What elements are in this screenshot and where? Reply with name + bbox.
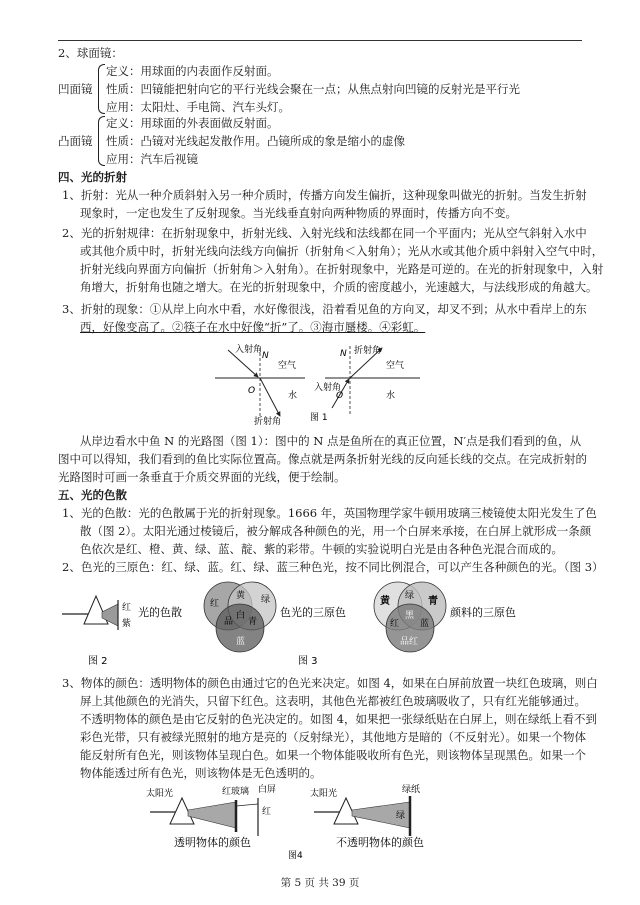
fig1-right-refraction-label: 折射角 — [354, 346, 382, 356]
refraction-law-line2: 或其他介质中时，折射光线向法线方向偏折（折射角＜入射角）；光从水或其他介质中斜射入空气中时， — [80, 244, 604, 258]
fish-path-line2: 图中可以得知，我们看到的鱼比实际位置高。像点就是两条折射光线的反向延长线的交点。在完成折射的 — [58, 452, 587, 466]
fig3-light-white-label: 白 — [236, 611, 246, 621]
refraction-law-line4: 角增大，折射角也随之增大。在光的折射现象中，介质的密度越小，光速越大，与法线形成的角越大。 — [80, 280, 598, 294]
dispersion-line1: 1、光的色散：光的色散属于光的折射现象。1666 年，英国物理学家牛顿用玻璃三棱镜使太阳光发生了色 — [62, 506, 597, 520]
fig4-opaque — [310, 784, 424, 849]
fig4-green-label: 绿 — [396, 811, 406, 821]
object-color-line1: 3、物体的颜色：透明物体的颜色由通过它的色光来决定。如图 4，如果在白屏前放置一块红色玻璃，则白 — [62, 676, 598, 690]
fig4-red-label: 红 — [262, 807, 272, 817]
fig1-right-o-label: O — [336, 391, 344, 401]
object-color-line6: 物体能透过所有色光，则该物体是无色透明的。 — [80, 766, 322, 780]
fig2-red-label: 红 — [122, 603, 132, 613]
fig1-right-incident-label: 入射角 — [314, 383, 342, 393]
fig4-left-caption: 透明物体的颜色 — [174, 836, 251, 849]
fig3-light-primaries — [204, 582, 346, 652]
fig3-pigment-yellow-label: 黄 — [380, 596, 390, 607]
fig1-left-n-label: N — [262, 351, 269, 361]
fig1-left-incident-label: 入射角 — [235, 345, 263, 355]
fig2-caption: 图 2 — [88, 656, 108, 666]
fig3-pigment-primaries — [374, 582, 516, 652]
fig2-prism-dispersion — [62, 596, 182, 630]
fig4-transparent — [146, 783, 276, 849]
concave-label: 凹面镜 — [58, 82, 93, 96]
fig4-green-paper-label: 绿纸 — [402, 785, 421, 795]
concave-property: 性质：凹镜能把射向它的平行光线会聚在一点；从焦点射向凹镜的反射光是平行光 — [106, 82, 520, 96]
fish-path-line1: 从岸边看水中鱼 N 的光路图（图 1）：图中的 N 点是鱼所在的真正位置，N′点是我们看到的鱼，从 — [80, 434, 582, 448]
fish-path-line3: 光路图时可画一条垂直于介质交界面的光线，便于绘制。 — [58, 470, 346, 484]
fig1-left-refraction-label: 折射角 — [254, 417, 282, 426]
figure-1-refraction-diagram — [210, 338, 430, 426]
fig1-caption: 图 1 — [310, 413, 328, 423]
object-color-line3: 不透明物体的颜色是由它反射的色光决定的。如图 4，如果把一张绿纸贴在白屏上，则在绿纸上看不到 — [80, 712, 597, 726]
refraction-p1-line1: 1、折射：光从一种介质斜射入另一种介质时，传播方向发生偏折，这种现象叫做光的折射。当发生折射 — [62, 188, 587, 202]
fig4-right-sunlight-label: 太阳光 — [310, 789, 338, 799]
fig1-left — [215, 343, 305, 426]
convex-definition: 定义：用球面的外表面做反射面。 — [106, 116, 279, 130]
refraction-law-line1: 2、光的折射规律：在折射现象中，折射光线、入射光线和法线都在同一个平面内；光从空气斜射入水中 — [62, 226, 587, 240]
section-title-refraction: 四、光的折射 — [58, 170, 127, 184]
fig4-caption: 图4 — [288, 851, 303, 861]
fig4-white-screen-label: 白屏 — [258, 785, 277, 795]
object-color-line4: 彩色光带，只有被绿光照射的地方是亮的（反射绿光），其他地方是暗的（不反射光）。如果一个物体 — [80, 730, 586, 744]
fig2-prism — [84, 596, 108, 624]
fig3-light-magenta-label: 品 — [224, 617, 234, 627]
fig3-pigment-blue-label: 蓝 — [420, 619, 430, 629]
fig3-pigment-magenta-label: 品红 — [400, 637, 419, 647]
primary-colors-line: 2、色光的三原色：红、绿、蓝。红、绿、蓝三种色光，按不同比例混合，可以产生各种颜色的光。（图 3） — [62, 560, 604, 574]
fig1-right — [314, 344, 420, 416]
fig3-light-green-label: 绿 — [261, 595, 271, 605]
fig1-left-o-label: O — [248, 386, 256, 396]
mirror-heading: 2、球面镜： — [58, 46, 123, 60]
fig3-light-yellow-label: 黄 — [236, 591, 246, 601]
fig1-left-refracted-ray — [260, 378, 280, 416]
fig4-left-red-beam — [236, 804, 258, 806]
fig4-right-caption: 不透明物体的颜色 — [336, 836, 424, 849]
fig3-pigment-black-label: 黑 — [405, 611, 415, 621]
header-rule — [58, 40, 582, 41]
figure-2-3-color-diagrams — [58, 576, 588, 666]
fig3-light-red-label: 红 — [210, 599, 220, 609]
concave-application: 应用：太阳灶、手电筒、汽车头灯。 — [106, 100, 290, 114]
section-title-dispersion: 五、光的色散 — [58, 488, 127, 502]
fig3-pigment-green-label: 绿 — [405, 591, 415, 601]
fig1-left-air-label: 空气 — [278, 361, 297, 371]
fig2-dispersion-caption: 光的色散 — [138, 606, 182, 619]
fig3-pigment-cyan-label: 青 — [428, 596, 438, 607]
fig1-left-water-label: 水 — [288, 391, 298, 401]
refraction-phenomena-line2: 西，好像变高了。②筷子在水中好像“折”了。③海市蜃楼。④彩虹。 — [80, 320, 426, 334]
page-footer: 第 5 页 共 39 页 — [280, 877, 360, 889]
refraction-law-line3: 折射光线向界面方向偏折（折射角＞入射角）。在折射现象中，光路是可逆的。在光的折射现象中，入射 — [80, 262, 604, 276]
fig4-left-spectrum — [188, 802, 236, 828]
fig3-light-blue-label: 蓝 — [236, 637, 246, 647]
refraction-p1-line2: 现象时，一定也发生了反射现象。当光线垂直射向两种物质的界面时，传播方向不变。 — [80, 206, 517, 220]
refraction-phenomena-line1: 3、折射的现象：①从岸上向水中看，水好像很浅，沿着看见鱼的方向叉，却叉不到；从水中看岸上的东 — [62, 302, 587, 316]
fig3-pigment-caption: 颜料的三原色 — [450, 606, 516, 619]
fig4-left-sunlight-label: 太阳光 — [146, 789, 174, 799]
fig1-right-air-label: 空气 — [386, 361, 405, 371]
fig3-pigment-red-label: 红 — [390, 619, 400, 629]
figure-4-object-color — [140, 782, 470, 862]
fig4-red-glass-label: 红玻璃 — [222, 787, 250, 797]
fig2-violet-label: 紫 — [122, 619, 132, 629]
concave-brace — [98, 64, 105, 114]
concave-definition: 定义：用球面的内表面作反射面。 — [106, 64, 279, 78]
fig1-right-water-label: 水 — [386, 391, 396, 401]
fig3-light-cyan-label: 青 — [248, 617, 258, 627]
object-color-line5: 能反射所有色光，则该物体呈现白色。如果一个物体能吸收所有色光，则该物体呈现黑色。如果一个 — [80, 748, 586, 762]
fig1-right-n-label: N — [340, 349, 347, 359]
fig3-caption: 图 3 — [298, 656, 318, 666]
dispersion-line2: 散（图 2）。太阳光通过棱镜后，被分解成各种颜色的光，用一个白屏来承接，在白屏上就形成一条颜 — [80, 524, 592, 538]
convex-label: 凸面镜 — [58, 134, 93, 148]
object-color-line2: 屏上其他颜色的光消失，只留下红色。这表明，其他色光都被红色玻璃吸收了，只有红光能够通过。 — [80, 694, 586, 708]
dispersion-line3: 色依次是红、橙、黄、绿、蓝、靛、紫的彩带。牛顿的实验说明白光是由各种色光混合而成的。 — [80, 542, 563, 556]
convex-brace — [98, 116, 105, 166]
fig3-light-caption: 色光的三原色 — [280, 606, 346, 619]
convex-application: 应用：汽车后视镜 — [106, 152, 198, 166]
convex-property: 性质：凸镜对光线起发散作用。凸镜所成的象是缩小的虚像 — [106, 134, 405, 148]
